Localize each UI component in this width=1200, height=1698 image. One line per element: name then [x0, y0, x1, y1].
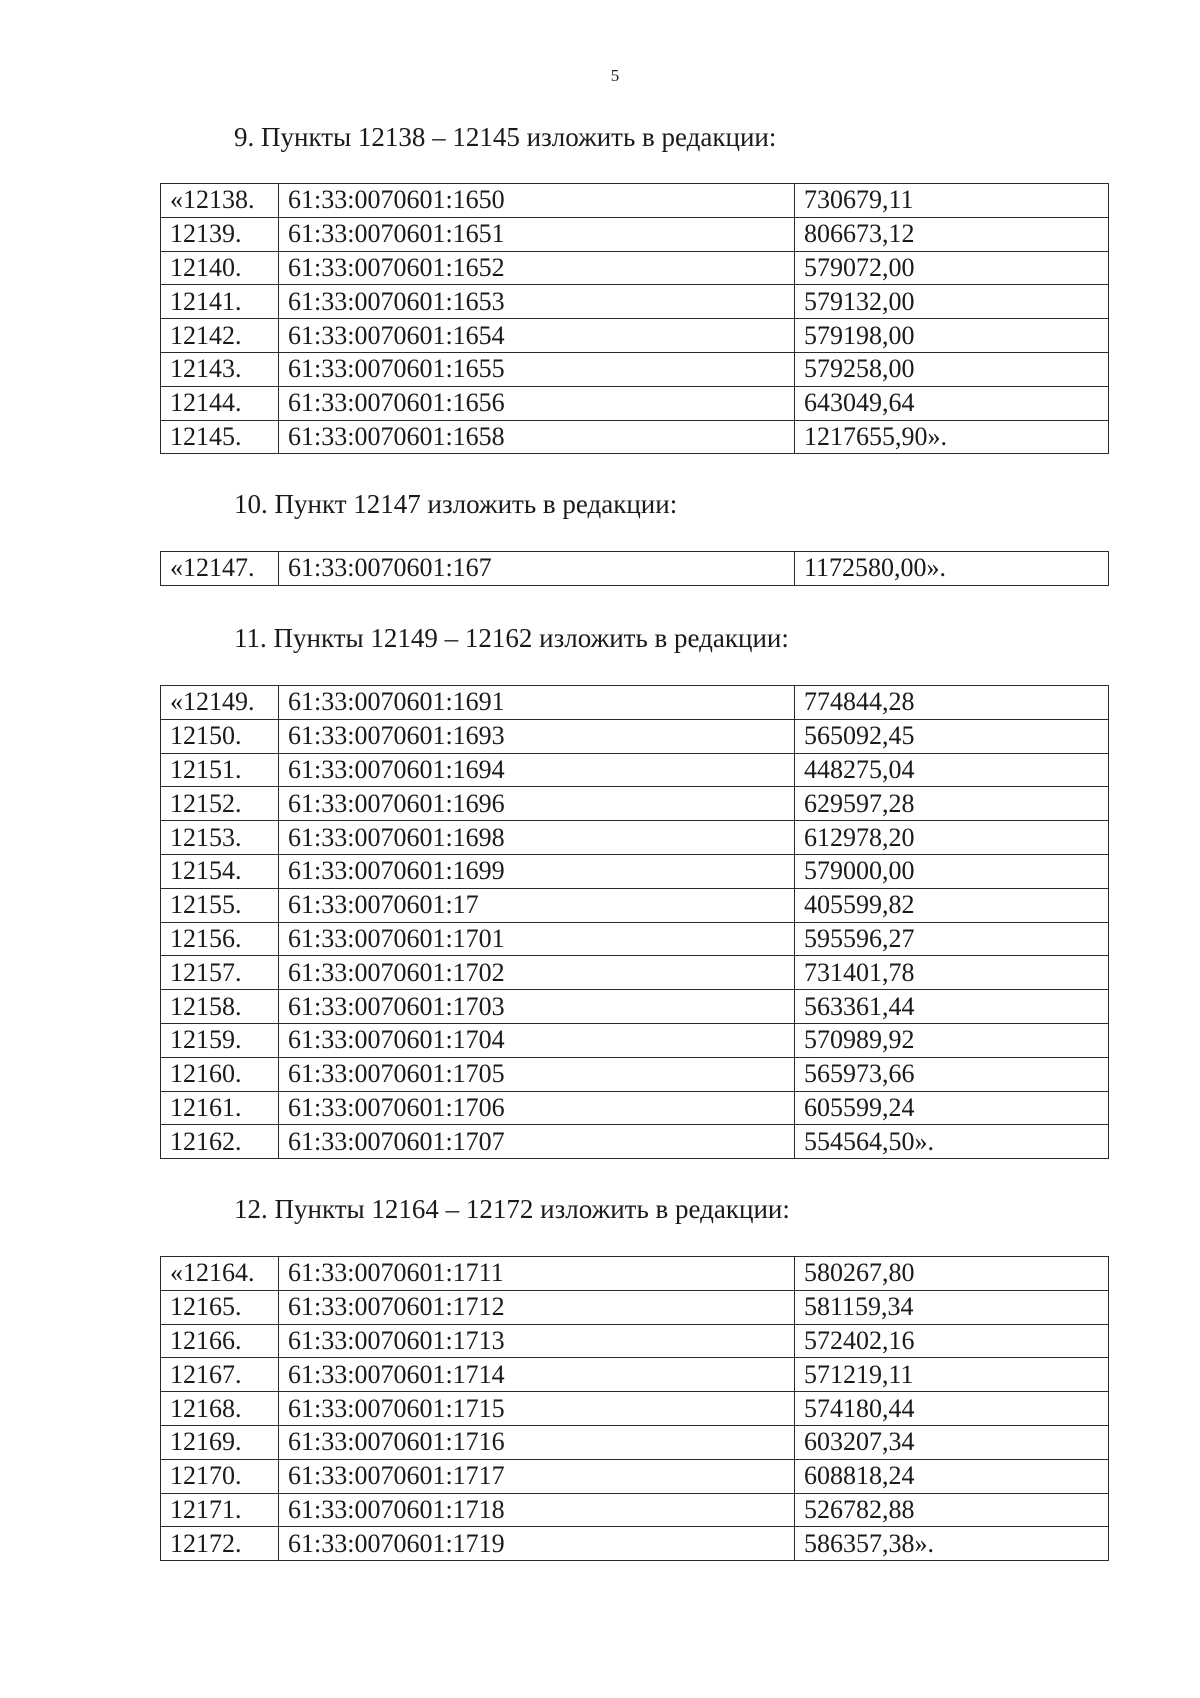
table-row — [161, 922, 1109, 956]
value-cell: 643049,64 — [795, 386, 1109, 420]
item-number-cell: 12171. — [161, 1493, 279, 1527]
cadastral-number-cell: 61:33:0070601:1691 — [279, 686, 795, 720]
cadastral-number-cell: 61:33:0070601:1706 — [279, 1091, 795, 1125]
value-cell: 579072,00 — [795, 251, 1109, 285]
item-number-cell: «12164. — [161, 1257, 279, 1291]
item-number-cell: «12138. — [161, 184, 279, 218]
section-12 — [160, 1191, 1108, 1561]
item-number-cell: 12159. — [161, 1023, 279, 1057]
cadastral-number-cell: 61:33:0070601:1701 — [279, 922, 795, 956]
items-table — [160, 551, 1109, 586]
cadastral-number-cell: 61:33:0070601:1693 — [279, 719, 795, 753]
table-row — [161, 1425, 1109, 1459]
value-cell: 448275,04 — [795, 753, 1109, 787]
section-heading: 12. Пункты 12164 – 12172 изложить в редакции: — [234, 1194, 790, 1224]
table-row — [161, 552, 1109, 586]
table-row — [161, 285, 1109, 319]
table-row — [161, 1527, 1109, 1561]
item-number-cell: 12150. — [161, 719, 279, 753]
value-cell: 730679,11 — [795, 184, 1109, 218]
table-row — [161, 319, 1109, 353]
value-cell: 571219,11 — [795, 1358, 1109, 1392]
value-cell: 1172580,00». — [795, 552, 1109, 586]
table-row — [161, 753, 1109, 787]
cadastral-number-cell: 61:33:0070601:1699 — [279, 854, 795, 888]
page-number: 5 — [610, 66, 620, 85]
table-row — [161, 1257, 1109, 1291]
item-number-cell: 12143. — [161, 352, 279, 386]
value-cell: 526782,88 — [795, 1493, 1109, 1527]
items-table — [160, 1256, 1109, 1561]
cadastral-number-cell: 61:33:0070601:1712 — [279, 1290, 795, 1324]
table-row — [161, 719, 1109, 753]
value-cell: 554564,50». — [795, 1125, 1109, 1159]
item-number-cell: 12151. — [161, 753, 279, 787]
value-cell: 570989,92 — [795, 1023, 1109, 1057]
value-cell: 608818,24 — [795, 1459, 1109, 1493]
value-cell: 629597,28 — [795, 787, 1109, 821]
table-row — [161, 787, 1109, 821]
item-number-cell: 12144. — [161, 386, 279, 420]
value-cell: 574180,44 — [795, 1392, 1109, 1426]
value-cell: 565092,45 — [795, 719, 1109, 753]
value-cell: 612978,20 — [795, 821, 1109, 855]
table-row — [161, 1023, 1109, 1057]
cadastral-number-cell: 61:33:0070601:167 — [279, 552, 795, 586]
value-cell: 1217655,90». — [795, 420, 1109, 454]
table-row — [161, 1324, 1109, 1358]
item-number-cell: 12156. — [161, 922, 279, 956]
table-row — [161, 1392, 1109, 1426]
cadastral-number-cell: 61:33:0070601:1650 — [279, 184, 795, 218]
cadastral-number-cell: 61:33:0070601:1713 — [279, 1324, 795, 1358]
table-row — [161, 990, 1109, 1024]
item-number-cell: 12154. — [161, 854, 279, 888]
item-number-cell: 12161. — [161, 1091, 279, 1125]
cadastral-number-cell: 61:33:0070601:1655 — [279, 352, 795, 386]
cadastral-number-cell: 61:33:0070601:1656 — [279, 386, 795, 420]
item-number-cell: 12139. — [161, 217, 279, 251]
table-row — [161, 1493, 1109, 1527]
value-cell: 579198,00 — [795, 319, 1109, 353]
table-row — [161, 956, 1109, 990]
cadastral-number-cell: 61:33:0070601:1698 — [279, 821, 795, 855]
table-row — [161, 686, 1109, 720]
cadastral-number-cell: 61:33:0070601:1651 — [279, 217, 795, 251]
value-cell: 806673,12 — [795, 217, 1109, 251]
table-row — [161, 1057, 1109, 1091]
value-cell: 579258,00 — [795, 352, 1109, 386]
value-cell: 581159,34 — [795, 1290, 1109, 1324]
cadastral-number-cell: 61:33:0070601:1704 — [279, 1023, 795, 1057]
section-heading: 9. Пункты 12138 – 12145 изложить в редакции: — [234, 122, 777, 152]
cadastral-number-cell: 61:33:0070601:1718 — [279, 1493, 795, 1527]
item-number-cell: «12149. — [161, 686, 279, 720]
value-cell: 579000,00 — [795, 854, 1109, 888]
cadastral-number-cell: 61:33:0070601:17 — [279, 888, 795, 922]
table-row — [161, 888, 1109, 922]
table-row — [161, 1358, 1109, 1392]
cadastral-number-cell: 61:33:0070601:1717 — [279, 1459, 795, 1493]
item-number-cell: 12172. — [161, 1527, 279, 1561]
table-row — [161, 184, 1109, 218]
item-number-cell: 12141. — [161, 285, 279, 319]
table-row — [161, 1290, 1109, 1324]
table-row — [161, 217, 1109, 251]
value-cell: 405599,82 — [795, 888, 1109, 922]
item-number-cell: 12140. — [161, 251, 279, 285]
table-row — [161, 854, 1109, 888]
cadastral-number-cell: 61:33:0070601:1716 — [279, 1425, 795, 1459]
table-row — [161, 251, 1109, 285]
table-row — [161, 1125, 1109, 1159]
item-number-cell: 12170. — [161, 1459, 279, 1493]
item-number-cell: 12169. — [161, 1425, 279, 1459]
value-cell: 579132,00 — [795, 285, 1109, 319]
table-row — [161, 821, 1109, 855]
value-cell: 595596,27 — [795, 922, 1109, 956]
item-number-cell: 12160. — [161, 1057, 279, 1091]
table-row — [161, 1459, 1109, 1493]
item-number-cell: 12168. — [161, 1392, 279, 1426]
items-table — [160, 685, 1109, 1159]
value-cell: 605599,24 — [795, 1091, 1109, 1125]
cadastral-number-cell: 61:33:0070601:1696 — [279, 787, 795, 821]
item-number-cell: 12145. — [161, 420, 279, 454]
cadastral-number-cell: 61:33:0070601:1694 — [279, 753, 795, 787]
item-number-cell: 12152. — [161, 787, 279, 821]
table-row — [161, 386, 1109, 420]
cadastral-number-cell: 61:33:0070601:1652 — [279, 251, 795, 285]
cadastral-number-cell: 61:33:0070601:1654 — [279, 319, 795, 353]
cadastral-number-cell: 61:33:0070601:1702 — [279, 956, 795, 990]
section-heading: 10. Пункт 12147 изложить в редакции: — [234, 489, 678, 519]
value-cell: 586357,38». — [795, 1527, 1109, 1561]
value-cell: 774844,28 — [795, 686, 1109, 720]
table-row — [161, 420, 1109, 454]
cadastral-number-cell: 61:33:0070601:1658 — [279, 420, 795, 454]
cadastral-number-cell: 61:33:0070601:1653 — [279, 285, 795, 319]
item-number-cell: 12155. — [161, 888, 279, 922]
cadastral-number-cell: 61:33:0070601:1719 — [279, 1527, 795, 1561]
item-number-cell: 12157. — [161, 956, 279, 990]
item-number-cell: 12167. — [161, 1358, 279, 1392]
value-cell: 565973,66 — [795, 1057, 1109, 1091]
cadastral-number-cell: 61:33:0070601:1705 — [279, 1057, 795, 1091]
value-cell: 580267,80 — [795, 1257, 1109, 1291]
item-number-cell: 12153. — [161, 821, 279, 855]
section-heading: 11. Пункты 12149 – 12162 изложить в редакции: — [234, 623, 789, 653]
cadastral-number-cell: 61:33:0070601:1707 — [279, 1125, 795, 1159]
cadastral-number-cell: 61:33:0070601:1703 — [279, 990, 795, 1024]
cadastral-number-cell: 61:33:0070601:1714 — [279, 1358, 795, 1392]
item-number-cell: 12165. — [161, 1290, 279, 1324]
section-10 — [160, 486, 1108, 586]
value-cell: 731401,78 — [795, 956, 1109, 990]
value-cell: 603207,34 — [795, 1425, 1109, 1459]
cadastral-number-cell: 61:33:0070601:1715 — [279, 1392, 795, 1426]
item-number-cell: 12162. — [161, 1125, 279, 1159]
item-number-cell: 12166. — [161, 1324, 279, 1358]
value-cell: 563361,44 — [795, 990, 1109, 1024]
cadastral-number-cell: 61:33:0070601:1711 — [279, 1257, 795, 1291]
section-11 — [160, 620, 1108, 1159]
item-number-cell: «12147. — [161, 552, 279, 586]
items-table — [160, 183, 1109, 454]
table-row — [161, 1091, 1109, 1125]
table-row — [161, 352, 1109, 386]
value-cell: 572402,16 — [795, 1324, 1109, 1358]
item-number-cell: 12158. — [161, 990, 279, 1024]
section-9 — [160, 119, 1108, 454]
item-number-cell: 12142. — [161, 319, 279, 353]
